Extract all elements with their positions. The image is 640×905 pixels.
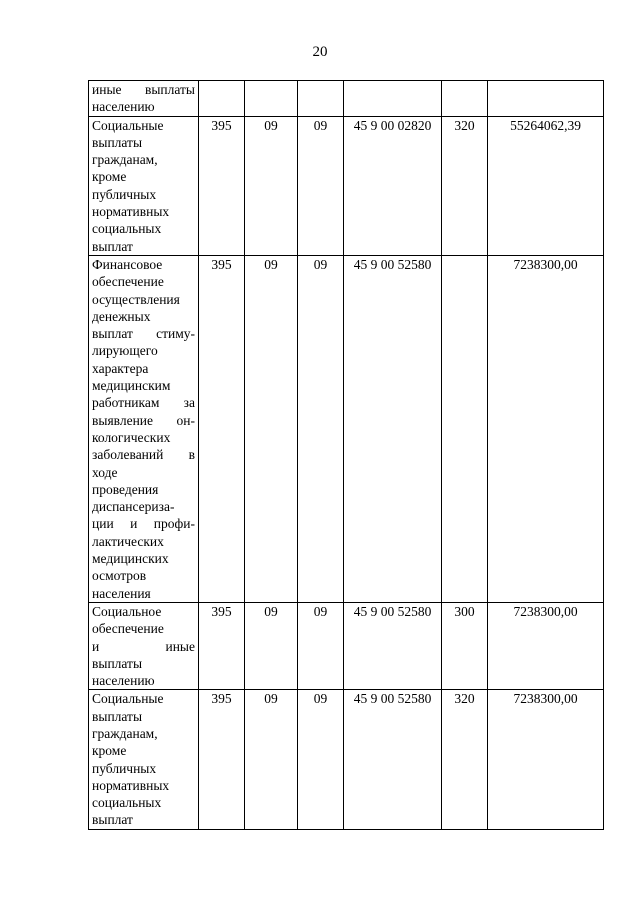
cell-target-article: 45 9 00 52580 xyxy=(344,602,442,689)
name-line: Социальное xyxy=(92,603,162,619)
cell-amount: 55264062,39 xyxy=(488,116,604,255)
name-line: Финансовое xyxy=(92,256,163,272)
name-line: работникам за xyxy=(92,395,195,411)
name-line: характера xyxy=(92,360,149,376)
cell-expense-type: 300 xyxy=(442,602,488,689)
table-row xyxy=(89,690,604,829)
cell-subsection xyxy=(298,81,344,117)
table-body xyxy=(89,81,604,830)
name-line: лактических xyxy=(92,533,164,549)
name-line: выплат xyxy=(92,812,133,828)
name-line: и иные xyxy=(92,638,195,654)
cell-subsection: 09 xyxy=(298,255,344,602)
cell-grbs: 395 xyxy=(199,255,245,602)
name-line: обеспечение xyxy=(92,621,164,637)
name-line: выплаты xyxy=(92,708,143,724)
page-number: 20 xyxy=(312,44,328,60)
cell-section: 09 xyxy=(245,690,298,829)
name-line: иные выплаты xyxy=(92,82,195,97)
name-line: кроме xyxy=(92,743,127,759)
name-line: населению xyxy=(92,673,155,689)
name-line: Социальные xyxy=(92,117,164,133)
cell-name xyxy=(89,690,199,829)
name-line: социальных xyxy=(92,795,162,811)
cell-grbs xyxy=(199,81,245,117)
cell-expense-type xyxy=(442,255,488,602)
cell-grbs: 395 xyxy=(199,602,245,689)
name-line: кроме xyxy=(92,169,127,185)
cell-expense-type: 320 xyxy=(442,116,488,255)
name-line: публичных xyxy=(92,760,157,776)
name-line: денежных xyxy=(92,308,151,324)
name-line: лирующего xyxy=(92,343,158,359)
name-line: заболеваний в xyxy=(92,447,195,463)
name-line: населению xyxy=(92,99,155,115)
cell-grbs: 395 xyxy=(199,690,245,829)
cell-amount: 7238300,00 xyxy=(488,255,604,602)
name-line: ции и профи- xyxy=(92,516,195,532)
name-line: медицинских xyxy=(92,551,169,567)
name-line: выявление он- xyxy=(92,412,195,428)
name-line: медицинским xyxy=(92,378,171,394)
cell-amount: 7238300,00 xyxy=(488,690,604,829)
cell-expense-type xyxy=(442,81,488,117)
cell-amount: 7238300,00 xyxy=(488,602,604,689)
name-line: проведения xyxy=(92,481,159,497)
name-line: осмотров xyxy=(92,568,147,584)
cell-name xyxy=(89,81,199,117)
name-line: гражданам, xyxy=(92,725,158,741)
name-line: диспансериза- xyxy=(92,499,175,515)
name-line: ходе xyxy=(92,464,118,480)
table-row xyxy=(89,116,604,255)
name-line: обеспечение xyxy=(92,274,164,290)
table-row xyxy=(89,81,604,117)
cell-section: 09 xyxy=(245,116,298,255)
cell-name xyxy=(89,602,199,689)
cell-target-article xyxy=(344,81,442,117)
cell-subsection: 09 xyxy=(298,690,344,829)
name-line: Социальные xyxy=(92,691,164,707)
name-line: населения xyxy=(92,585,151,601)
name-line: осуществления xyxy=(92,291,180,307)
cell-subsection: 09 xyxy=(298,116,344,255)
cell-target-article: 45 9 00 52580 xyxy=(344,690,442,829)
name-line: кологических xyxy=(92,429,171,445)
name-line: выплат xyxy=(92,238,133,254)
budget-table xyxy=(88,80,604,830)
name-line: публичных xyxy=(92,186,157,202)
name-line: выплаты xyxy=(92,655,143,671)
cell-name xyxy=(89,116,199,255)
cell-target-article: 45 9 00 52580 xyxy=(344,255,442,602)
name-line: социальных xyxy=(92,221,162,237)
cell-section: 09 xyxy=(245,602,298,689)
name-line: гражданам, xyxy=(92,152,158,168)
cell-grbs: 395 xyxy=(199,116,245,255)
table-row xyxy=(89,255,604,602)
cell-subsection: 09 xyxy=(298,602,344,689)
table-row xyxy=(89,602,604,689)
name-line: нормативных xyxy=(92,204,170,220)
cell-target-article: 45 9 00 02820 xyxy=(344,116,442,255)
cell-section xyxy=(245,81,298,117)
cell-amount xyxy=(488,81,604,117)
name-line: выплаты xyxy=(92,134,143,150)
cell-name xyxy=(89,255,199,602)
name-line: выплат стиму- xyxy=(92,326,195,342)
cell-expense-type: 320 xyxy=(442,690,488,829)
name-line: нормативных xyxy=(92,777,170,793)
cell-section: 09 xyxy=(245,255,298,602)
